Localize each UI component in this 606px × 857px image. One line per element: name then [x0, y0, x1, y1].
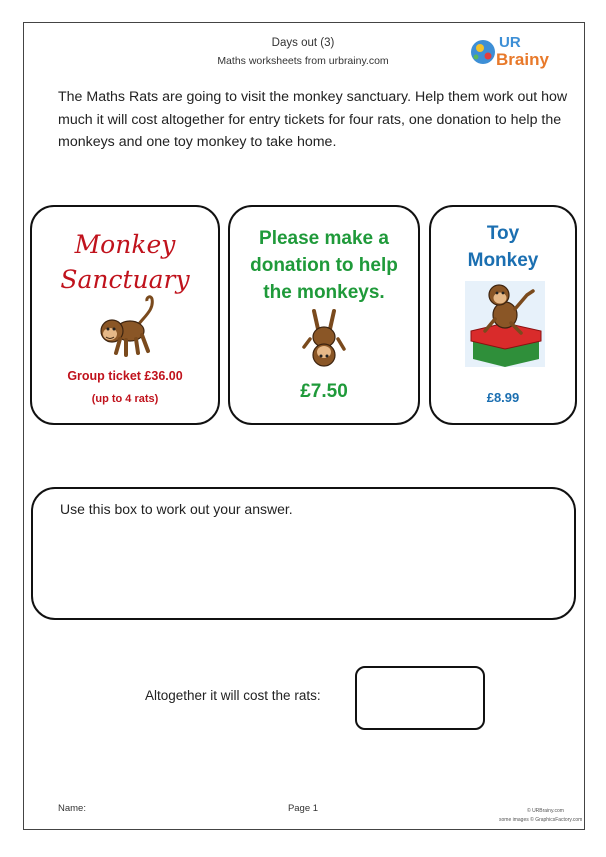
intro-text: The Maths Rats are going to visit the monkey sanctuary. Help them work out how much it will cost altogether for entry tickets for four rats, one donation to help the monkeys and one toy monkey to take home.: [58, 89, 568, 150]
donation-price: £7.50: [300, 381, 348, 402]
svg-text:Brainy: Brainy: [496, 50, 549, 69]
page-number: Page 1: [287, 803, 319, 814]
sanctuary-note: (up to 4 rats): [91, 393, 159, 405]
svg-text:UR: UR: [499, 34, 521, 51]
toy-line2: Monkey: [467, 250, 539, 271]
answer-box[interactable]: [355, 666, 485, 730]
toy-card: [429, 205, 577, 425]
donation-line1: Please make a: [259, 228, 389, 249]
name-label: Name:: [58, 803, 86, 814]
toy-line1: Toy: [486, 223, 520, 244]
copyright-line2: some images © GraphicsFactory.com: [499, 817, 583, 823]
working-box-label: Use this box to work out your answer.: [60, 501, 293, 517]
sanctuary-title-line1: Monkey: [74, 230, 176, 259]
monkey-upside-down-icon: [300, 307, 350, 371]
donation-card: [228, 205, 420, 425]
sanctuary-price: Group ticket £36.00: [67, 369, 183, 383]
total-label: Altogether it will cost the rats:: [145, 688, 321, 703]
ur-brainy-logo-icon: [466, 28, 566, 72]
sanctuary-title-line2: Sanctuary: [60, 265, 190, 294]
monkey-walking-icon: [94, 295, 164, 361]
toy-price: £8.99: [486, 390, 520, 405]
urbrainy-logo: [466, 28, 566, 72]
sanctuary-card: [30, 205, 220, 425]
toy-monkey-in-box-icon: [465, 281, 545, 367]
donation-line2: donation to help: [250, 255, 398, 276]
copyright: [499, 807, 583, 825]
copyright-line1: © URBrainy.com: [527, 808, 564, 814]
worksheet-title: Days out (3): [271, 37, 335, 49]
donation-line3: the monkeys.: [263, 282, 385, 303]
worksheet-subtitle: Maths worksheets from urbrainy.com: [217, 55, 389, 67]
